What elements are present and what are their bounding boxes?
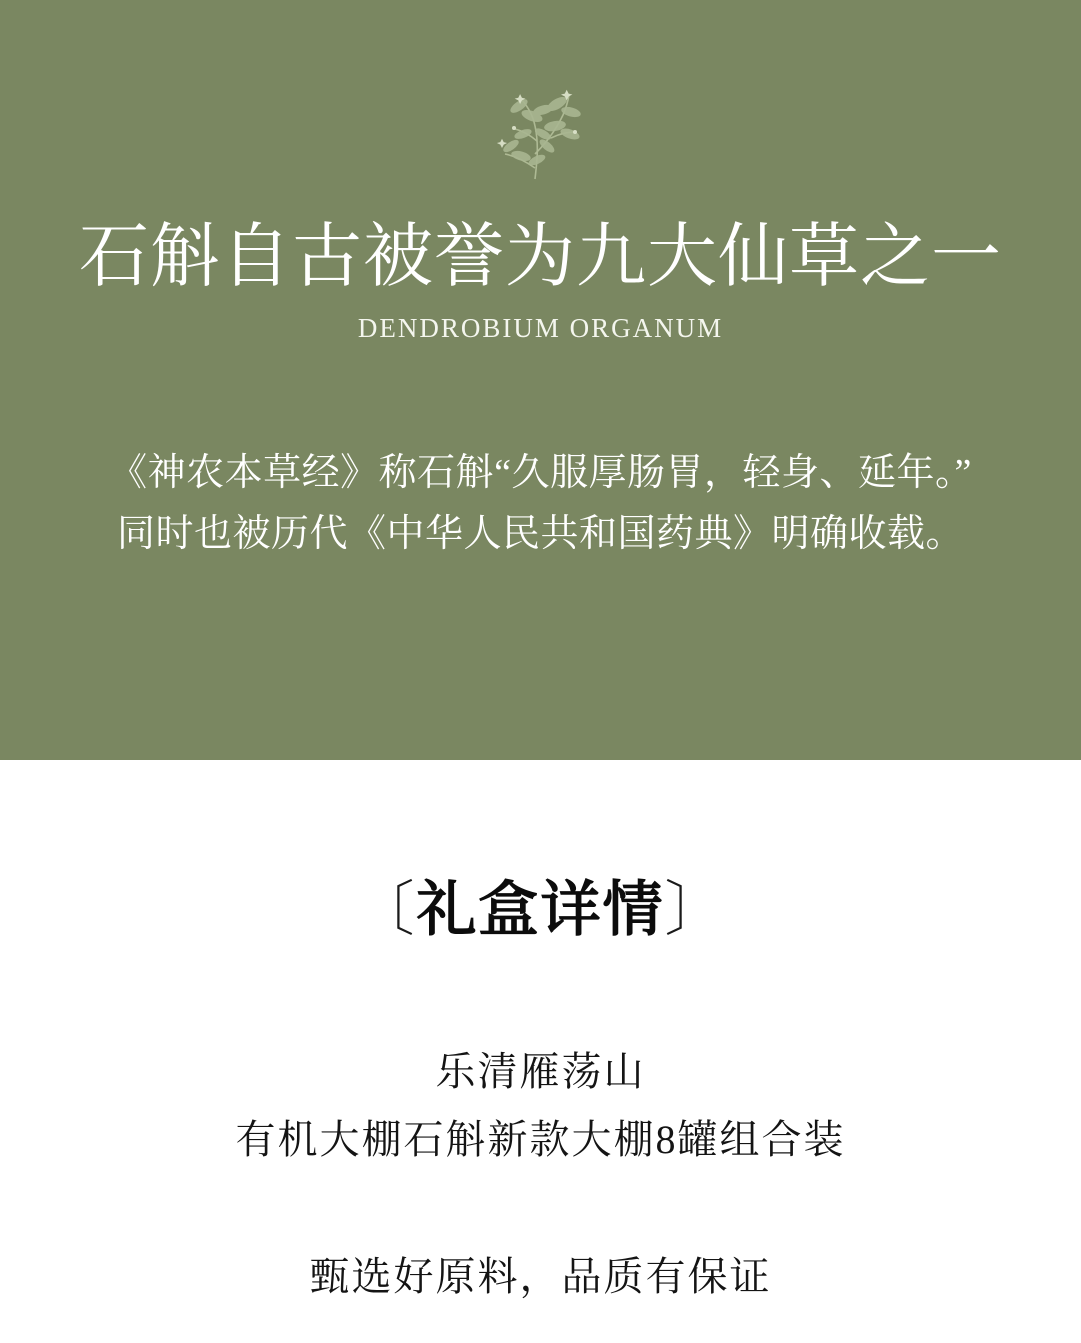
dendrobium-sprig-icon (0, 0, 1081, 180)
origin-line: 乐清雁荡山 (435, 1049, 646, 1094)
section-heading (0, 760, 1081, 946)
hero-quote-line1: 《神农本草经》称石斛“久服厚肠胃，轻身、延年。” (109, 452, 972, 494)
gift-box-details-section (0, 760, 1081, 1343)
product-summary (0, 1038, 1081, 1174)
hero-subtitle: DENDROBIUM ORGANUM (357, 313, 724, 343)
quality-claim-line: 甄选好原料，品质有保证 (309, 1254, 772, 1299)
heading-bracket-right: 〕 (664, 877, 727, 943)
heading-bracket-left: 〔 (354, 877, 417, 943)
hero-quote-line2: 同时也被历代《中华人民共和国药典》明确收载。 (116, 513, 964, 555)
hero-title: 石斛自古被誉为九大仙草之一 (79, 219, 1002, 296)
product-name-line: 有机大棚石斛新款大棚8罐组合装 (235, 1117, 846, 1162)
heading-title: 礼盒详情 (416, 877, 665, 943)
hero-quote (0, 443, 1081, 565)
